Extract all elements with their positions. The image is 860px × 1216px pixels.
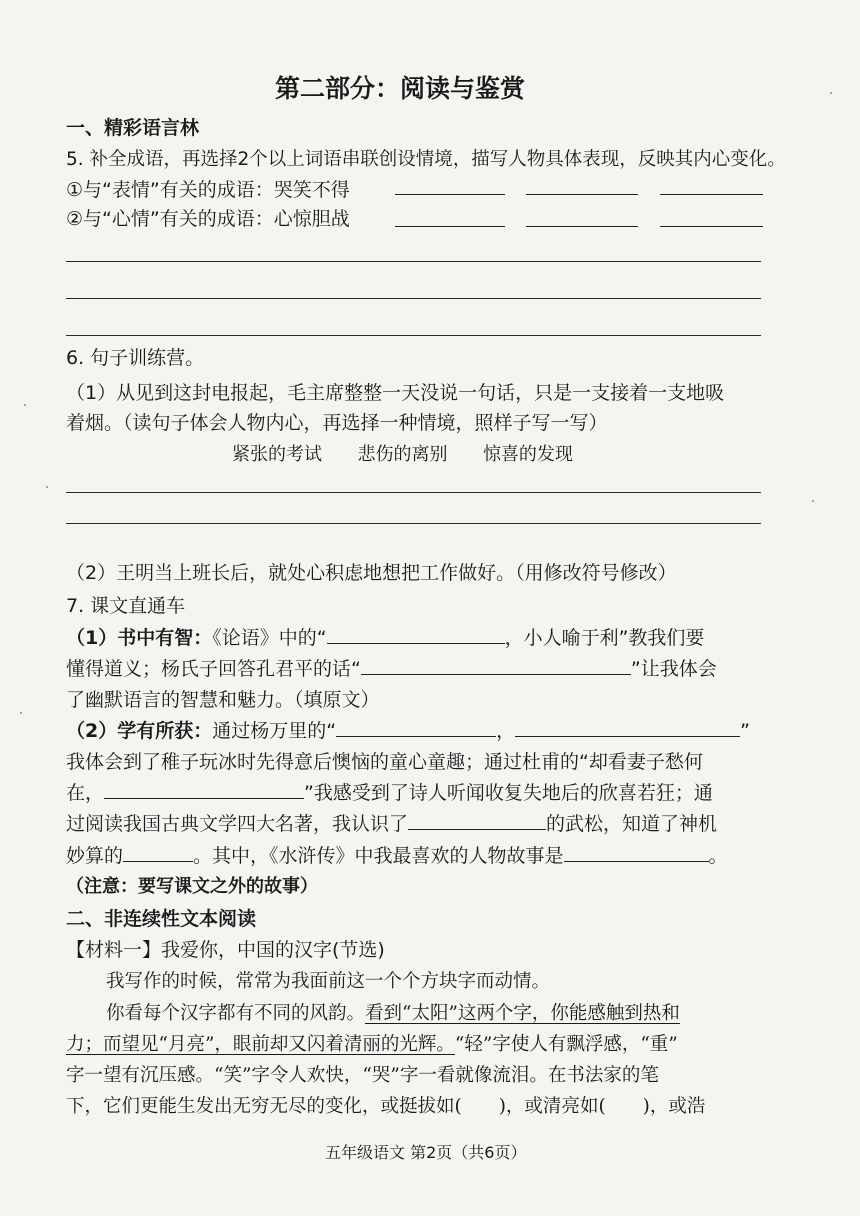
- para2-text-b: “轻”字使人有飘浮感，“重”: [454, 1034, 678, 1055]
- q7-p2-text-d: ”我感受到了诗人听闻收复失地后的欣喜若狂；通: [304, 782, 713, 804]
- q7-p2-blank-3[interactable]: [104, 780, 304, 799]
- q7-note: （注意：要写课文之外的故事）: [66, 876, 318, 897]
- q7-p2-blank-1[interactable]: [336, 718, 496, 737]
- section2-heading: 二、非连续性文本阅读: [66, 908, 257, 930]
- q5-item2-text: ②与“心情”有关的成语：心惊胆战: [66, 208, 350, 230]
- q7-p2-text-h: 。其中，《水浒传》中我最喜欢的人物故事是: [193, 845, 564, 867]
- q5-prompt: 5. 补全成语，再选择2个以上词语串联创设情境，描写人物具体表现，反映其内心变化。: [66, 149, 786, 170]
- q6-p1-line1: （1）从见到这封电报起，毛主席整整一天没说一句话，只是一支接着一支地吸: [66, 382, 725, 404]
- q7-p1-text-c: 懂得道义；杨氏子回答孔君平的话“: [66, 658, 361, 680]
- q6-p2: （2）王明当上班长后，就处心积虑地想把工作做好。（用修改符号修改）: [66, 562, 677, 584]
- material-para-1: 我写作的时候，常常为我面前这一个个方块字而动情。: [106, 971, 551, 992]
- q5-item2-blank-2[interactable]: [526, 208, 638, 227]
- q7-p2-label: （2）学有所获：: [66, 720, 213, 742]
- q7-p2-blank-6[interactable]: [564, 843, 709, 862]
- material-label: 【材料一】: [66, 939, 162, 961]
- q7-p2-line4: [66, 811, 717, 837]
- q5-item1-blank-2[interactable]: [526, 176, 638, 195]
- q6-option: 悲伤的离别: [357, 444, 448, 465]
- q7-p2-text-e: 过阅读我国古典文学四大名著，我认识了: [66, 813, 409, 835]
- q5-item2: [66, 206, 350, 232]
- scan-speck: [20, 712, 22, 714]
- para2-underlined-1: 看到“太阳”这两个字，你能感触到热和: [365, 1003, 680, 1024]
- material-heading: [66, 937, 385, 963]
- q7-p2-blank-5[interactable]: [123, 843, 193, 862]
- scan-speck: [24, 404, 26, 406]
- q7-p1-text-b: ，小人喻于利”教我们要: [504, 627, 705, 649]
- q6-p1-line2: 着烟。（读句子体会人物内心，再选择一种情境，照样子写一写）: [66, 412, 608, 434]
- q7-p2-text-a: 通过杨万里的“: [212, 720, 337, 742]
- q7-p1-blank-1[interactable]: [327, 625, 505, 644]
- q7-p1-line3: 了幽默语言的智慧和魅力。（填原文）: [66, 689, 380, 711]
- scan-speck: [46, 486, 48, 488]
- q7-p1-line1: [66, 625, 704, 651]
- scan-speck: [830, 92, 832, 94]
- q5-answer-line-2[interactable]: [66, 298, 761, 299]
- q6-heading: 6. 句子训练营。: [66, 347, 205, 369]
- q7-p1-text-a: 《论语》中的“: [212, 627, 327, 649]
- page-footer: 五年级语文 第2页（共6页）: [325, 1143, 527, 1162]
- q7-p2-comma: ，: [496, 720, 516, 742]
- q6-option: 紧张的考试: [232, 444, 322, 465]
- q7-p1-line2: [66, 656, 717, 682]
- material-title: 我爱你，中国的汉字(节选): [161, 939, 385, 961]
- q5-item1: [66, 177, 350, 203]
- q7-p2-blank-4[interactable]: [408, 811, 546, 830]
- material-para-2-line3: 字一望有沉压感。“笑”字令人欢快，“哭”字一看就像流泪。在书法家的笔: [66, 1065, 659, 1086]
- q5-item1-text: ①与“表情”有关的成语：哭笑不得: [66, 179, 350, 201]
- q6-option: 惊喜的发现: [482, 444, 573, 465]
- material-para-2-line1: [106, 1001, 680, 1027]
- q7-p1-blank-2[interactable]: [361, 656, 631, 675]
- material-para-2-line4: 下，它们更能生发出无穷无尽的变化，或挺拔如( )，或清亮如( )，或浩: [66, 1096, 706, 1117]
- page-title: 第二部分：阅读与鉴赏: [275, 74, 526, 103]
- q7-p2-text-g: 妙算的: [66, 845, 124, 867]
- q6-answer-line-1[interactable]: [66, 492, 761, 493]
- q5-answer-line-3[interactable]: [66, 335, 761, 336]
- q7-heading: 7. 课文直通车: [66, 595, 186, 617]
- q5-item1-blank-1[interactable]: [395, 176, 505, 195]
- q7-p2-close-quote: ”: [740, 720, 750, 742]
- q7-p2-line1: [66, 718, 750, 744]
- q7-p2-period: 。: [708, 845, 728, 867]
- q7-p1-text-d: ”让我体会: [630, 658, 717, 680]
- q6-answer-line-2[interactable]: [66, 523, 761, 524]
- q7-p2-text-f: 的武松，知道了神机: [546, 813, 718, 835]
- q7-p2-line2: 我体会到了稚子玩冰时先得意后懊恼的童心童趣；通过杜甫的“却看妻子愁何: [66, 751, 703, 773]
- material-para-2-line2: [66, 1032, 678, 1058]
- q7-p2-blank-2[interactable]: [515, 718, 740, 737]
- q7-p2-text-c: 在，: [66, 782, 105, 804]
- q7-p1-label: （1）书中有智：: [66, 627, 213, 649]
- para2-underlined-2: 力；而望见“月亮”，眼前却又闪着清丽的光辉。: [66, 1034, 455, 1055]
- q5-item1-blank-3[interactable]: [660, 176, 763, 195]
- q5-item2-blank-1[interactable]: [395, 208, 505, 227]
- q7-p2-line3: [66, 780, 713, 806]
- para2-text-a: 你看每个汉字都有不同的风韵。: [106, 1003, 366, 1024]
- section1-heading: 一、精彩语言林: [66, 117, 200, 139]
- q7-p2-line5: [66, 843, 728, 869]
- q5-item2-blank-3[interactable]: [660, 208, 763, 227]
- q6-options: [232, 442, 573, 468]
- q5-answer-line-1[interactable]: [66, 261, 761, 262]
- scan-speck: [812, 500, 814, 502]
